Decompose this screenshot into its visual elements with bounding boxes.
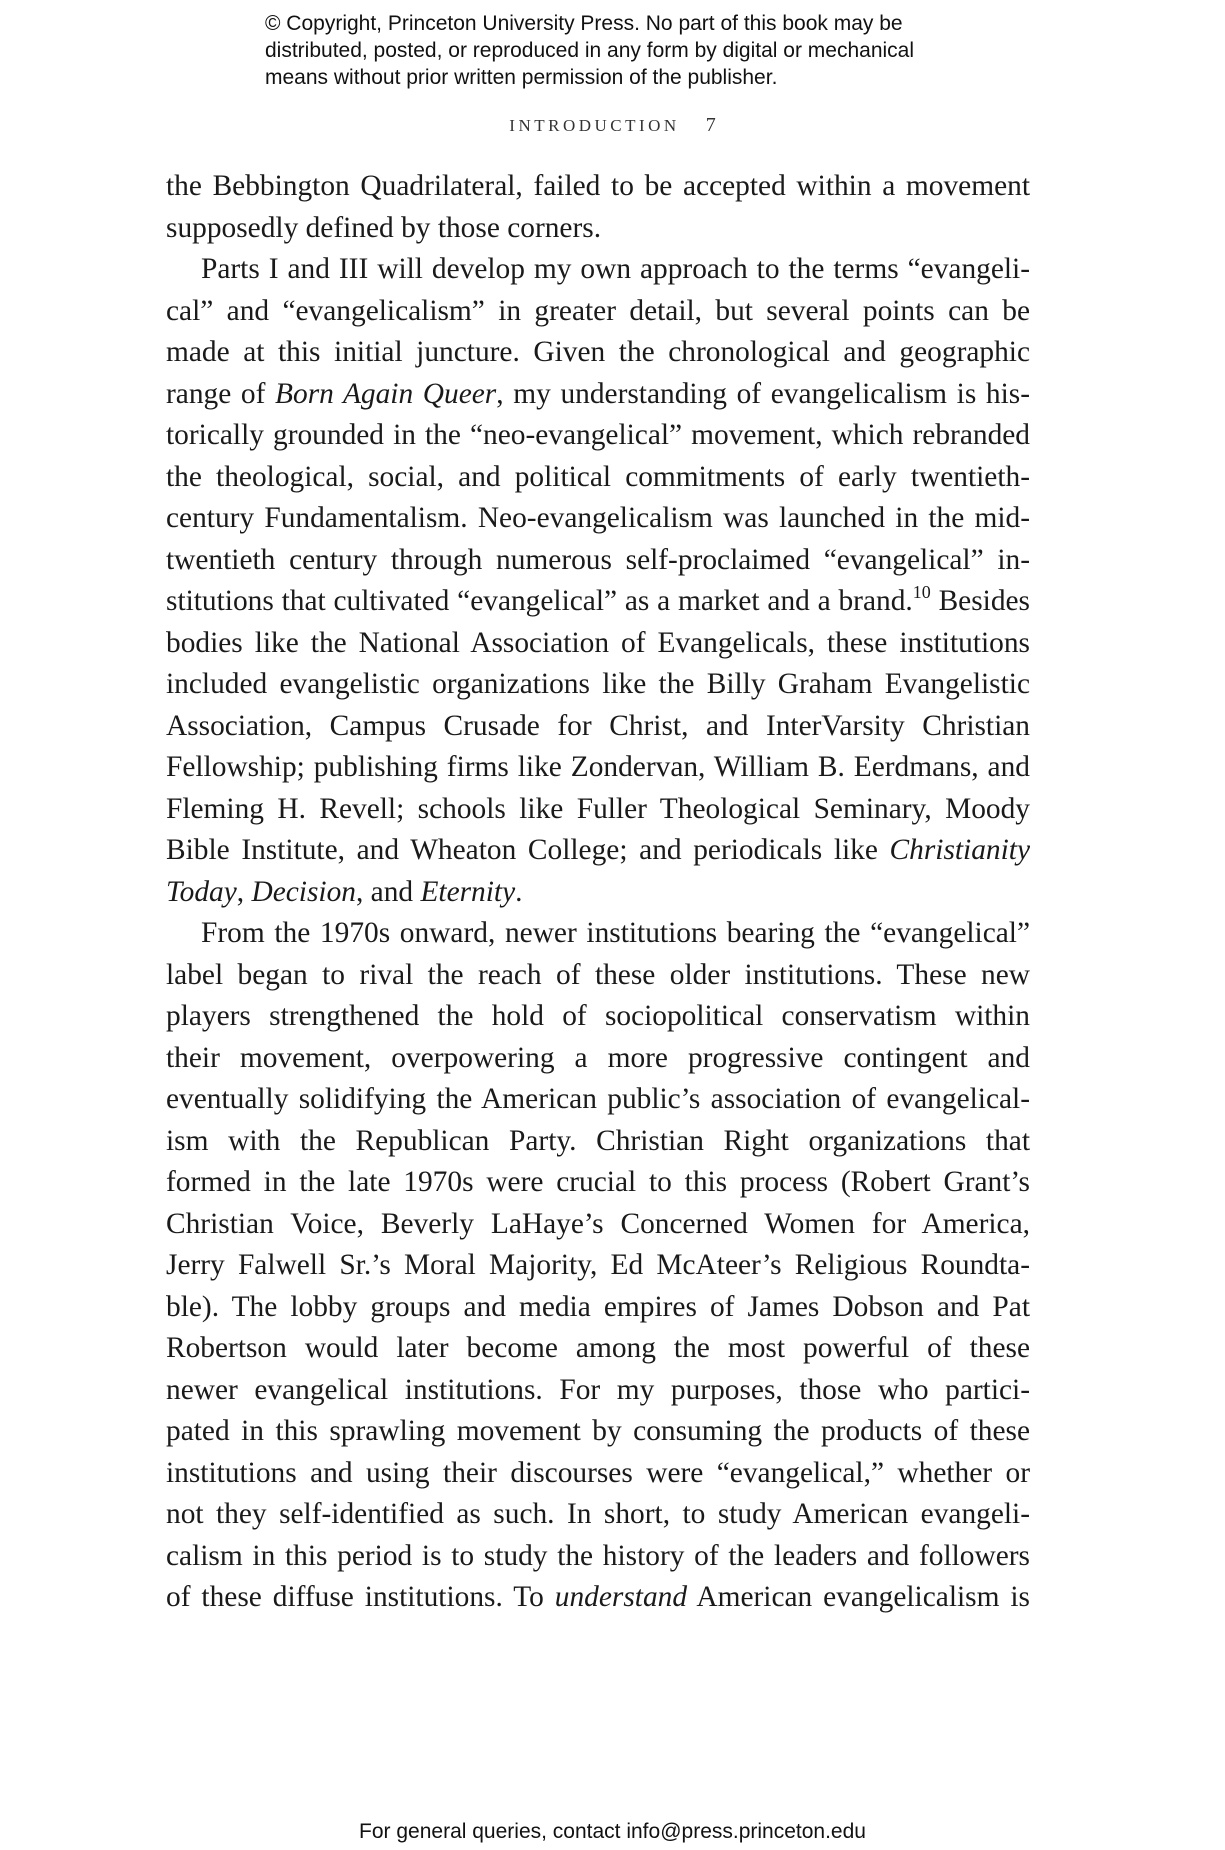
copyright-notice bbox=[265, 10, 1025, 91]
text-line: eventually solidifying the American public’s association of evangelical- bbox=[166, 1083, 1030, 1115]
text-line: Fellowship; publishing firms like Zondervan, William B. Eerdmans, and bbox=[166, 751, 1030, 783]
text-line: included evangelistic organizations like the Billy Graham Evangelistic bbox=[166, 668, 1030, 700]
text-line: From the 1970s onward, newer institutions bearing the “evangelical” bbox=[201, 917, 1030, 949]
text-run: . bbox=[515, 875, 523, 908]
text-run: Besides bbox=[930, 585, 1030, 617]
text-line bbox=[166, 1577, 1030, 1619]
text-line: the Bebbington Quadrilateral, failed to be accepted within a movement bbox=[166, 170, 1030, 202]
text-run: Bible Institute, and Wheaton College; and periodicals like bbox=[166, 834, 890, 866]
footnote-marker: 10 bbox=[912, 582, 931, 602]
text-line: Parts I and III will develop my own approach to the terms “evangeli- bbox=[201, 253, 1030, 285]
text-line: their movement, overpowering a more progressive contingent and bbox=[166, 1041, 1030, 1074]
text-line: formed in the late 1970s were crucial to this process (Robert Grant’s bbox=[166, 1166, 1030, 1198]
text-run: of these diffuse institutions. To bbox=[166, 1581, 555, 1613]
chapter-title: INTRODUCTION bbox=[509, 116, 680, 135]
copyright-line: © Copyright, Princeton University Press. No part of this book may be bbox=[265, 12, 903, 35]
text-line: calism in this period is to study the history of the leaders and followers bbox=[166, 1539, 1030, 1572]
periodical-title: Today bbox=[166, 875, 237, 908]
text-run: , my understanding of evangelicalism is his- bbox=[496, 377, 1030, 410]
text-line bbox=[166, 581, 1030, 623]
text-line: Robertson would later become among the most powerful of these bbox=[166, 1332, 1030, 1364]
book-title: Born Again Queer bbox=[275, 377, 497, 410]
text-line: twentieth century through numerous self-proclaimed “evangelical” in- bbox=[166, 543, 1030, 576]
text-line: newer evangelical institutions. For my purposes, those who partici- bbox=[166, 1373, 1030, 1406]
text-line: players strengthened the hold of sociopolitical conservatism within bbox=[166, 1000, 1030, 1032]
text-line bbox=[166, 830, 1030, 872]
text-line: label began to rival the reach of these older institutions. These new bbox=[166, 958, 1030, 991]
emphasis: understand bbox=[554, 1581, 688, 1613]
footer-contact: For general queries, contact info@press.princeton.edu bbox=[359, 1820, 866, 1843]
text-line: Fleming H. Revell; schools like Fuller Theological Seminary, Moody bbox=[166, 792, 1030, 825]
copyright-line: distributed, posted, or reproduced in any form by digital or mechanical bbox=[265, 39, 915, 62]
running-head bbox=[0, 114, 1225, 137]
text-line: pated in this sprawling movement by consuming the products of these bbox=[166, 1415, 1030, 1447]
periodical-title: Decision bbox=[251, 875, 356, 908]
periodical-title: Eternity bbox=[420, 875, 516, 908]
text-line: torically grounded in the “neo-evangelical” movement, which rebranded bbox=[166, 419, 1030, 451]
text-line: not they self-identified as such. In short, to study American evangeli- bbox=[166, 1498, 1030, 1530]
text-run: American evangelicalism is bbox=[687, 1581, 1030, 1613]
text-line: supposedly defined by those corners. bbox=[166, 211, 602, 244]
text-line: Association, Campus Crusade for Christ, and InterVarsity Christian bbox=[166, 709, 1030, 742]
text-line: institutions and using their discourses were “evangelical,” whether or bbox=[166, 1456, 1030, 1489]
text-run: , and bbox=[355, 875, 421, 908]
text-line: cal” and “evangelicalism” in greater detail, but several points can be bbox=[166, 294, 1030, 327]
text-line bbox=[166, 374, 1030, 416]
text-line: ism with the Republican Party. Christian Right organizations that bbox=[166, 1124, 1030, 1157]
text-line: Jerry Falwell Sr.’s Moral Majority, Ed McAteer’s Religious Roundta- bbox=[166, 1249, 1030, 1281]
copyright-line: means without prior written permission of the publisher. bbox=[265, 66, 778, 89]
text-run: , bbox=[236, 875, 252, 908]
page-number: 7 bbox=[705, 114, 716, 136]
text-line: bodies like the National Association of Evangelicals, these institutions bbox=[166, 626, 1030, 659]
text-line: century Fundamentalism. Neo-evangelicalism was launched in the mid- bbox=[166, 502, 1030, 534]
text-line: ble). The lobby groups and media empires of James Dobson and Pat bbox=[166, 1290, 1030, 1323]
periodical-title: Christianity bbox=[889, 834, 1030, 866]
text-run: range of bbox=[166, 377, 276, 410]
text-line: the theological, social, and political commitments of early twentieth- bbox=[166, 460, 1030, 493]
text-line: Christian Voice, Beverly LaHaye’s Concerned Women for America, bbox=[166, 1207, 1030, 1240]
body-text bbox=[166, 166, 1030, 1619]
text-line bbox=[166, 872, 1030, 914]
text-line: made at this initial juncture. Given the chronological and geographic bbox=[166, 336, 1030, 368]
text-run: stitutions that cultivated “evangelical” as a market and a brand. bbox=[166, 585, 913, 617]
